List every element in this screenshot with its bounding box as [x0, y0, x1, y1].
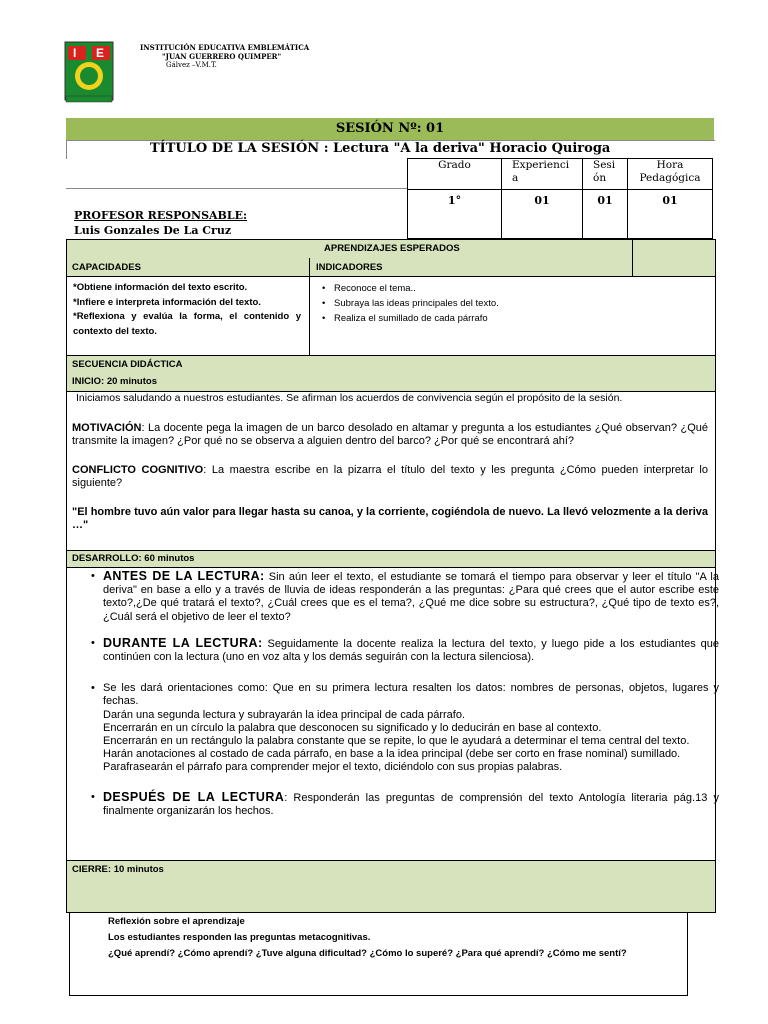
orientacion-line: Harán anotaciones al costado de cada párrafo, en base a la idea principal (debe ser corto en frase nominal) sumillado. [103, 748, 681, 761]
capacidades-list [73, 281, 301, 339]
indicador-text: Reconoce el tema.. [334, 283, 416, 294]
institution-header [140, 44, 309, 70]
motivacion-label: MOTIVACIÓN [72, 422, 142, 434]
capacidad-item: *Infiere e interpreta información del texto. [73, 296, 261, 308]
professor-name: Luis Gonzales De La Cruz [74, 224, 232, 237]
capacidad-item: *Obtiene información del texto escrito. [73, 282, 248, 293]
header-sesion [582, 158, 628, 190]
logo-letter-e: E [96, 46, 105, 60]
divider [309, 258, 310, 277]
reflexion-questions: ¿Qué aprendí? ¿Cómo aprendí? ¿Tuve alguna dificultad? ¿Cómo lo superé? ¿Para qué aprendí? ¿Cómo me sentí? [108, 948, 627, 959]
orientacion-line: Darán una segunda lectura y subrayarán la idea principal de cada párrafo. [103, 708, 466, 721]
divider [632, 239, 633, 277]
value-grado: 1° [407, 189, 502, 239]
antes-text: Sin aún leer el texto, el estudiante se tomará el tiempo para observar y leer el título "A la deriva" en base a ello y a través de lluvia de ideas responderán a las preguntas: ¿Para qué crees que el autor escribe este texto?,¿De qué tratará el texto?, ¿Cuál crees que es el tema?, ¿Qué me dice sobre su estructura?, ¿Qué tipo de texto es?, ¿Cuál será el objetivo de leer el texto? [103, 571, 719, 623]
institution-name: "JUAN GUERRERO QUIMPER" [162, 51, 282, 61]
divider [309, 276, 310, 356]
orientacion-line: Parafrasearán el párrafo para comprender mejor el texto, diciéndolo con sus propias palabras. [103, 761, 563, 774]
capacidad-item: *Reflexiona y evalúa la forma, el contenido y contexto del texto. [73, 311, 301, 337]
indicador-text: Realiza el sumillado de cada párrafo [334, 313, 488, 324]
despues-item [103, 791, 719, 818]
session-number: SESIÓN Nº: 01 [335, 121, 445, 136]
logo-letter-i: I [73, 46, 77, 60]
reflexion-title: Reflexión sobre el aprendizaje [108, 916, 245, 927]
antes-item [103, 570, 719, 624]
professor-label: PROFESOR RESPONSABLE: [74, 209, 248, 222]
value-hora: 01 [627, 189, 713, 239]
conflicto-paragraph [72, 464, 708, 490]
sequence-heading: SECUENCIA DIDÁCTICA [72, 359, 183, 370]
orientacion-line: Encerrarán en un rectángulo la palabra constante que se repite, lo que le ayudará a determinar el tema central del texto. [103, 735, 690, 748]
motivacion-text: : La docente pega la imagen de un barco desolado en altamar y pregunta a los estudiantes ¿Qué observan? ¿Qué transmite la imagen? ¿Por qué no se observa a alguien dentro del barco? ¿Por qué se encontrará ahí? [72, 422, 708, 448]
capacidades-header: CAPACIDADES [72, 262, 141, 273]
header-experiencia-text: Experiencia [512, 159, 570, 184]
conflicto-label: CONFLICTO COGNITIVO [72, 464, 204, 476]
indicador-item [334, 311, 724, 326]
despues-text: : Responderán las preguntas de comprensión del texto Antología literaria pág.13 y finalmente organizarán los hechos. [103, 791, 719, 817]
header-sesion-text: Sesión [593, 159, 616, 184]
session-title: TÍTULO DE LA SESIÓN : Lectura "A la deriva" Horacio Quiroga [150, 141, 611, 156]
header-grado: Grado [407, 158, 502, 190]
motivacion-paragraph [72, 422, 708, 448]
indicadores-list [320, 281, 724, 326]
institution-location: Gálvez –V.M.T. [166, 61, 217, 69]
header-hora: Hora Pedagógica [627, 158, 713, 190]
durante-label: DURANTE LA LECTURA: [103, 635, 263, 650]
despues-label: DESPUÉS DE LA LECTURA [103, 789, 285, 804]
reflexion-line: Los estudiantes responden las preguntas metacognitivas. [108, 932, 371, 943]
durante-item [103, 637, 719, 664]
orientacion-line: • Se les dará orientaciones como: Que en su primera lectura resalten los datos: nombres de personas, objetos, lugares y fechas. [103, 682, 719, 708]
institution-type: INSTITUCIÓN EDUCATIVA EMBLEMÁTICA [140, 43, 310, 52]
desarrollo-label: DESARROLLO: 60 minutos [72, 553, 195, 564]
indicadores-header: INDICADORES [316, 262, 383, 273]
orientacion-line: Encerrarán en un círculo la palabra que desconocen su significado y lo deducirán en base al contexto. [103, 721, 602, 734]
conflicto-text: : La maestra escribe en la pizarra el título del texto y les pregunta ¿Cómo pueden interpretar lo siguiente? [72, 464, 708, 490]
indicador-item [334, 296, 724, 311]
indicador-text: Subraya las ideas principales del texto. [334, 298, 499, 309]
inicio-label: INICIO: 20 minutos [72, 376, 157, 387]
learning-heading: APRENDIZAJES ESPERADOS [324, 243, 460, 254]
inicio-intro: Iniciamos saludando a nuestros estudiantes. Se afirman los acuerdos de convivencia según el propósito de la sesión. [76, 392, 623, 404]
value-experiencia: 01 [501, 189, 583, 239]
quote: "El hombre tuvo aún valor para llegar hasta su canoa, y la corriente, cogiéndola de nuevo. La llevó velozmente a la deriva …" [72, 506, 708, 532]
cierre-label: CIERRE: 10 minutos [72, 864, 164, 875]
header-experiencia [501, 158, 583, 190]
value-sesion: 01 [582, 189, 628, 239]
divider [66, 188, 407, 189]
reflexion-text [108, 914, 684, 962]
orientaciones-item [103, 682, 719, 774]
durante-text: Seguidamente la docente realiza la lectura del texto, y luego pide a los estudiantes que continúen con la lectura (uno en voz alta y los demás seguirán con la lectura silenciosa). [103, 637, 720, 664]
indicador-item [334, 281, 724, 296]
school-logo [62, 40, 116, 104]
desarrollo-list [89, 570, 719, 818]
antes-label: ANTES DE LA LECTURA: [103, 569, 265, 583]
